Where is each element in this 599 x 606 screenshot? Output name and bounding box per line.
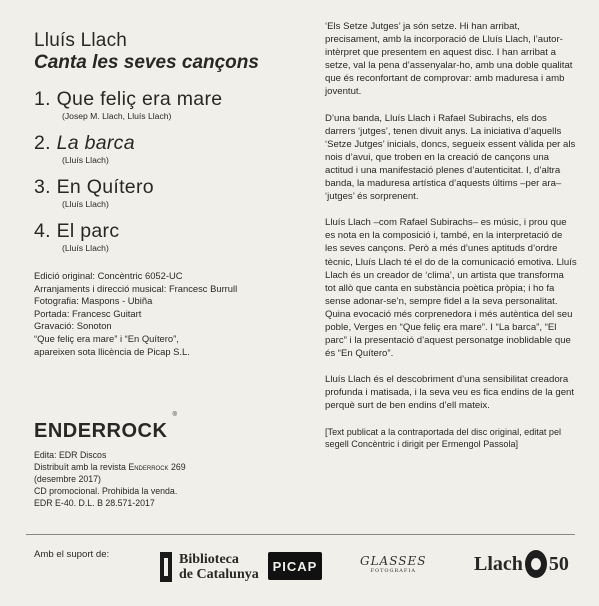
publisher-info	[34, 449, 294, 509]
footer-divider	[26, 534, 575, 535]
enderrock-logo	[34, 412, 178, 443]
publisher-line: Edita: EDR Discos	[34, 450, 107, 460]
track-number: 3.	[34, 176, 51, 198]
enderrock-wordmark: ENDERROCK	[34, 420, 168, 442]
track-number: 2.	[34, 132, 51, 154]
track-4	[34, 220, 294, 254]
track-credit: (Josep M. Llach, Lluís Llach)	[62, 111, 172, 121]
glasses-logo	[360, 554, 426, 574]
bc-emblem-icon	[160, 552, 172, 582]
bc-line: Biblioteca	[179, 552, 239, 567]
credit-line: apareixen sota llicència de Picap S.L.	[34, 345, 190, 357]
anniversary-number: 50	[548, 552, 569, 575]
glasses-tagline: FOTOGRAFIA	[370, 568, 416, 574]
liner-paragraph: D’una banda, Lluís Llach i Rafael Subirachs, els dos darrers ‘jutges’, tenen divuit anys. La iniciativa d’aquells ‘Setze Jutges’ inicials, doncs, segueix essent vàlida per als nois d’avui, que troben en la creació de cançons una actitud i una manifestació plenes d’autenticitat. I, d’altra banda, la maduresa artística d’aquests últims –per ara– ‘jutges’ és sorprenent.	[325, 112, 576, 203]
liner-paragraph: ‘Els Setze Jutges’ ja són setze. Hi han arribat, precisament, amb la incorporació de Lluís Llach, l’autor-intèrpret que presentem en aquest disc. I han arribat a setze, val la pena d’assenyalar-ho, amb una doble qualitat que és reconfortant de comprovar: amb maduresa i amb joventut.	[325, 21, 573, 98]
track-title: El parc	[56, 220, 120, 242]
track-credit: (Lluís Llach)	[62, 243, 109, 253]
bc-wordmark	[179, 552, 259, 582]
bc-line: de Catalunya	[179, 567, 259, 582]
track-title: La barca	[56, 132, 135, 154]
picap-logo: PICAP	[268, 552, 322, 580]
llach-wordmark: Llach	[474, 552, 523, 575]
publisher-line: CD promocional. Prohibida la venda.	[34, 486, 178, 496]
liner-paragraph: Lluís Llach és el descobriment d’una sensibilitat creadora profunda i matisada, i la seva veu es fica endins de la gent perquè surt de ben endins d’ell mateix.	[325, 374, 575, 412]
credit-line: Edició original: Concèntric 6052-UC	[34, 270, 183, 281]
credit-line: Portada: Francesc Guitart	[34, 307, 142, 319]
track-1	[34, 88, 294, 122]
distribution-text: Distribuït amb la revista	[34, 462, 129, 472]
credit-line: Fotografia: Maspons - Ubiña	[34, 295, 153, 307]
liner-notes	[325, 20, 577, 463]
glasses-wordmark: GLASSES	[360, 554, 427, 568]
track-number: 4.	[34, 220, 51, 242]
sponsor-logos	[0, 540, 599, 600]
left-column	[34, 30, 294, 358]
track-title: En Quítero	[56, 176, 154, 198]
track-2	[34, 132, 294, 166]
liner-paragraph: Lluís Llach –com Rafael Subirachs– es músic, i prou que es nota en la composició i, també, en la interpretació de les seves cançons. Però a més d’unes aptituds d’ordre tècnic, Lluís Llach té el do de la comunicació emotiva. Lluís Llach és un creador de ‘clima’, un artista que transforma tot allò que canta en substància poètica pròpia; i ho fa sense adonar-se’n, sempre fidel a la seva personalitat. Quina evocació més corprenedora i més autèntica del seu poble, Verges en “Que feliç era mare”. I “La barca”, “El parc” i la presentació d’aquest personatge inoblidable que és “En Quítero”.	[325, 217, 577, 360]
support-label: Amb el suport de:	[34, 549, 110, 560]
track-3	[34, 176, 294, 210]
publisher-line: EDR E-40. D.L. B 28.571-2017	[34, 498, 155, 508]
credit-line: “Que feliç era mare” i “En Quítero”,	[34, 332, 179, 344]
track-credit: (Lluís Llach)	[62, 199, 109, 209]
biblioteca-catalunya-logo	[160, 552, 259, 582]
artist-name: Lluís Llach	[34, 30, 128, 51]
track-number: 1.	[34, 88, 51, 110]
portrait-icon	[525, 550, 547, 578]
production-credits	[34, 270, 294, 358]
magazine-name: Enderrock	[128, 462, 169, 472]
registered-mark: ®	[172, 412, 178, 418]
track-title: Que feliç era mare	[56, 88, 223, 110]
issue-number: 269	[168, 462, 186, 472]
publisher-line	[34, 461, 294, 473]
album-subtitle: Canta les seves cançons	[34, 52, 259, 73]
source-note: [Text publicat a la contraportada del disc original, editat pel segell Concèntric i dirigit per Ermengol Passola]	[325, 426, 562, 449]
track-credit: (Lluís Llach)	[62, 155, 109, 165]
publisher-block	[34, 412, 294, 509]
credit-line: Arranjaments i direcció musical: Francesc Burrull	[34, 282, 238, 294]
publisher-line: (desembre 2017)	[34, 474, 101, 484]
llach50-logo	[474, 550, 569, 578]
credit-line: Gravació: Sonoton	[34, 320, 112, 332]
